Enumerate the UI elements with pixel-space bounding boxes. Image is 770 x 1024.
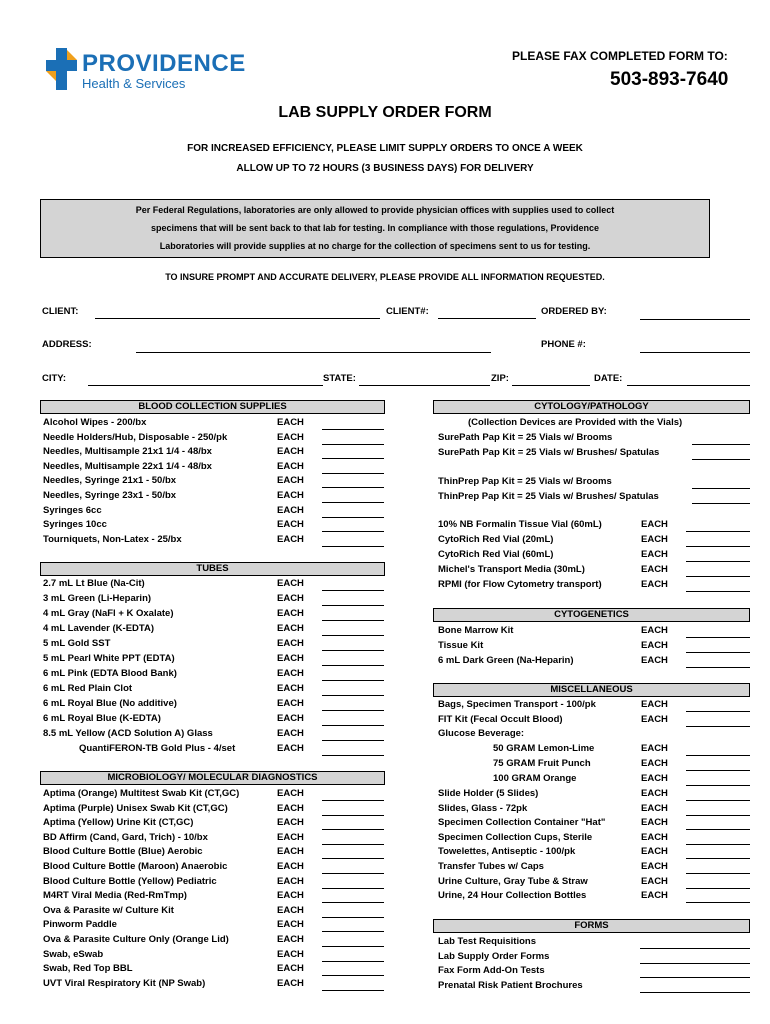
quantity-field[interactable] xyxy=(686,591,750,592)
quantity-field[interactable] xyxy=(322,917,384,918)
cytology-item: 10% NB Formalin Tissue Vial (60mL) xyxy=(438,519,602,530)
micro-item: Blood Culture Bottle (Yellow) Pediatric xyxy=(43,875,217,887)
date-field[interactable] xyxy=(627,385,750,386)
quantity-field[interactable] xyxy=(322,458,384,459)
each-label: EACH xyxy=(277,668,304,679)
quantity-field[interactable] xyxy=(322,873,384,874)
cytogenetics-item: Bone Marrow Kit xyxy=(438,625,514,636)
each-label: EACH xyxy=(277,698,304,709)
quantity-field[interactable] xyxy=(322,546,384,547)
each-label: EACH xyxy=(277,948,304,960)
fax-label: PLEASE FAX COMPLETED FORM TO: xyxy=(512,49,728,63)
each-label: EACH xyxy=(277,934,304,945)
each-label: EACH xyxy=(641,758,668,769)
quantity-field[interactable] xyxy=(322,517,384,518)
micro-item: Aptima (Purple) Unisex Swab Kit (CT,GC) xyxy=(43,802,228,814)
each-label: EACH xyxy=(641,773,668,784)
quantity-field[interactable] xyxy=(322,531,384,532)
regulation-line-1: Per Federal Regulations, laboratories are only allowed to provide physician offices with supplies used to collect xyxy=(135,205,615,215)
regulation-box xyxy=(40,199,710,258)
quantity-field[interactable] xyxy=(322,590,384,591)
quantity-field[interactable] xyxy=(640,948,750,949)
surepath-item: SurePath Pap Kit = 25 Vials w/ Brushes/ Spatulas xyxy=(438,447,660,458)
address-field[interactable] xyxy=(136,352,491,353)
each-label: EACH xyxy=(277,504,304,516)
each-label: EACH xyxy=(641,699,668,710)
quantity-field[interactable] xyxy=(322,473,384,474)
tube-item: 5 mL Pearl White PPT (EDTA) xyxy=(43,653,175,664)
quantity-field[interactable] xyxy=(686,770,750,771)
city-label: CITY: xyxy=(42,373,67,384)
address-label: ADDRESS: xyxy=(42,339,92,350)
micro-item: BD Affirm (Cand, Gard, Trich) - 10/bx xyxy=(43,831,208,843)
glucose-item: 100 GRAM Orange xyxy=(493,773,577,784)
each-label: EACH xyxy=(277,446,304,458)
quantity-field[interactable] xyxy=(686,652,750,653)
glucose-label: Glucose Beverage: xyxy=(438,728,525,739)
quantity-field[interactable] xyxy=(686,902,750,903)
each-label: EACH xyxy=(641,655,668,666)
quantity-field[interactable] xyxy=(322,829,384,830)
blood-supply-item: Alcohol Wipes - 200/bx xyxy=(43,417,147,428)
quantity-field[interactable] xyxy=(322,665,384,666)
quantity-field[interactable] xyxy=(322,444,384,445)
each-label: EACH xyxy=(641,875,668,887)
each-label: EACH xyxy=(277,713,304,724)
glucose-item: 75 GRAM Fruit Punch xyxy=(493,758,591,769)
each-label: EACH xyxy=(641,788,668,799)
micro-header: MICROBIOLOGY/ MOLECULAR DIAGNOSTICS xyxy=(40,771,385,785)
tube-item: 6 mL Royal Blue (K-EDTA) xyxy=(43,713,161,724)
each-label: EACH xyxy=(641,640,668,651)
thinprep-item: ThinPrep Pap Kit = 25 Vials w/ Brushes/ Spatulas xyxy=(438,491,659,502)
client-number-field[interactable] xyxy=(438,318,536,319)
tube-item: QuantiFERON-TB Gold Plus - 4/set xyxy=(79,743,236,754)
zip-field[interactable] xyxy=(512,385,590,386)
micro-item: Swab, eSwab xyxy=(43,948,104,960)
tube-item: 5 mL Gold SST xyxy=(43,638,111,649)
quantity-field[interactable] xyxy=(686,815,750,816)
tube-item: 6 mL Red Plain Clot xyxy=(43,683,133,694)
each-label: EACH xyxy=(641,831,668,843)
each-label: EACH xyxy=(277,875,304,887)
tube-item: 6 mL Royal Blue (No additive) xyxy=(43,698,177,709)
quantity-field[interactable] xyxy=(322,620,384,621)
quantity-field[interactable] xyxy=(322,946,384,947)
each-label: EACH xyxy=(641,519,668,530)
blood-supply-item: Syringes 10cc xyxy=(43,519,107,531)
quantity-field[interactable] xyxy=(640,977,750,978)
quantity-field[interactable] xyxy=(322,710,384,711)
tube-item: 2.7 mL Lt Blue (Na-Cit) xyxy=(43,578,145,589)
quantity-field[interactable] xyxy=(686,546,750,547)
cytology-note: (Collection Devices are Provided with the Vials) xyxy=(468,417,683,428)
each-label: EACH xyxy=(641,861,668,872)
each-label: EACH xyxy=(277,460,304,472)
quantity-field[interactable] xyxy=(686,800,750,801)
quantity-field[interactable] xyxy=(686,637,750,638)
tube-item: 6 mL Pink (EDTA Blood Bank) xyxy=(43,668,177,679)
each-label: EACH xyxy=(277,802,304,814)
each-label: EACH xyxy=(277,963,304,975)
quantity-field[interactable] xyxy=(322,858,384,859)
quantity-field[interactable] xyxy=(322,815,384,816)
each-label: EACH xyxy=(277,728,304,739)
quantity-field[interactable] xyxy=(686,531,750,532)
quantity-field[interactable] xyxy=(322,961,384,962)
ordered-by-label: ORDERED BY: xyxy=(541,306,607,317)
quantity-field[interactable] xyxy=(686,873,750,874)
each-label: EACH xyxy=(277,653,304,664)
misc-item: Urine, 24 Hour Collection Bottles xyxy=(438,890,587,902)
each-label: EACH xyxy=(277,831,304,843)
zip-label: ZIP: xyxy=(491,373,509,384)
regulation-line-3: Laboratories will provide supplies at no charge for the collection of specimens sent to us for testing. xyxy=(159,241,591,251)
form-item: Lab Test Requisitions xyxy=(438,936,537,947)
notice-frequency: FOR INCREASED EFFICIENCY, PLEASE LIMIT SUPPLY ORDERS TO ONCE A WEEK xyxy=(187,143,583,154)
misc-item: Slide Holder (5 Slides) xyxy=(438,788,539,799)
each-label: EACH xyxy=(277,578,304,589)
micro-item: Pinworm Paddle xyxy=(43,919,117,931)
quantity-field[interactable] xyxy=(686,726,750,727)
micro-item: Aptima (Orange) Multitest Swab Kit (CT,GC) xyxy=(43,788,240,799)
quantity-field[interactable] xyxy=(686,785,750,786)
each-label: EACH xyxy=(641,802,668,814)
tubes-header: TUBES xyxy=(40,562,385,576)
misc-item: Urine Culture, Gray Tube & Straw xyxy=(438,875,588,887)
each-label: EACH xyxy=(277,788,304,799)
misc-item: FIT Kit (Fecal Occult Blood) xyxy=(438,714,563,725)
each-label: EACH xyxy=(277,593,304,604)
cytogenetics-item: 6 mL Dark Green (Na-Heparin) xyxy=(438,655,574,666)
quantity-field[interactable] xyxy=(686,829,750,830)
quantity-field[interactable] xyxy=(322,844,384,845)
providence-logo xyxy=(44,46,244,94)
quantity-field[interactable] xyxy=(692,503,750,504)
quantity-field[interactable] xyxy=(686,888,750,889)
quantity-field[interactable] xyxy=(322,975,384,976)
quantity-field[interactable] xyxy=(322,755,384,756)
each-label: EACH xyxy=(277,817,304,829)
quantity-field[interactable] xyxy=(640,963,750,964)
cytology-item: Michel's Transport Media (30mL) xyxy=(438,564,585,575)
each-label: EACH xyxy=(641,714,668,725)
quantity-field[interactable] xyxy=(322,740,384,741)
each-label: EACH xyxy=(641,549,668,560)
quantity-field[interactable] xyxy=(322,605,384,606)
each-label: EACH xyxy=(277,743,304,754)
micro-item: Aptima (Yellow) Urine Kit (CT,GC) xyxy=(43,817,194,829)
thinprep-item: ThinPrep Pap Kit = 25 Vials w/ Brooms xyxy=(438,476,612,487)
quantity-field[interactable] xyxy=(686,844,750,845)
micro-item: Blood Culture Bottle (Maroon) Anaerobic xyxy=(43,861,228,872)
micro-item: Ova & Parasite w/ Culture Kit xyxy=(43,904,174,916)
micro-item: M4RT Viral Media (Red-RmTmp) xyxy=(43,890,187,902)
each-label: EACH xyxy=(641,890,668,902)
each-label: EACH xyxy=(641,534,668,545)
each-label: EACH xyxy=(277,519,304,531)
regulation-line-2: specimens that will be sent back to that lab for testing. In compliance with those regulations, Providence xyxy=(150,223,600,233)
misc-item: Bags, Specimen Transport - 100/pk xyxy=(438,699,596,710)
surepath-item: SurePath Pap Kit = 25 Vials w/ Brooms xyxy=(438,432,613,443)
micro-item: Swab, Red Top BBL xyxy=(43,963,133,975)
cytology-item: CytoRich Red Vial (60mL) xyxy=(438,549,554,560)
logo-subtitle: Health & Services xyxy=(82,76,186,91)
quantity-field[interactable] xyxy=(322,725,384,726)
quantity-field[interactable] xyxy=(692,444,750,445)
quantity-field[interactable] xyxy=(322,888,384,889)
tube-item: 4 mL Gray (NaFl + K Oxalate) xyxy=(43,608,174,619)
ordered-by-field[interactable] xyxy=(640,319,750,320)
quantity-field[interactable] xyxy=(322,695,384,696)
phone-label: PHONE #: xyxy=(541,339,586,350)
blood-collection-header: BLOOD COLLECTION SUPPLIES xyxy=(40,400,385,414)
each-label: EACH xyxy=(277,890,304,902)
cytogenetics-header: CYTOGENETICS xyxy=(433,608,750,622)
misc-item: Towelettes, Antiseptic - 100/pk xyxy=(438,846,576,858)
quantity-field[interactable] xyxy=(322,931,384,932)
client-field[interactable] xyxy=(95,318,380,319)
cytology-header: CYTOLOGY/PATHOLOGY xyxy=(433,400,750,414)
quantity-field[interactable] xyxy=(322,680,384,681)
each-label: EACH xyxy=(277,490,304,501)
each-label: EACH xyxy=(277,861,304,872)
quantity-field[interactable] xyxy=(686,667,750,668)
quantity-field[interactable] xyxy=(686,755,750,756)
blood-supply-item: Needles, Syringe 23x1 - 50/bx xyxy=(43,490,177,501)
blood-supply-item: Needles, Syringe 21x1 - 50/bx xyxy=(43,475,177,487)
state-field[interactable] xyxy=(359,385,490,386)
each-label: EACH xyxy=(277,904,304,916)
misc-item: Slides, Glass - 72pk xyxy=(438,802,528,814)
form-item: Prenatal Risk Patient Brochures xyxy=(438,979,583,991)
each-label: EACH xyxy=(277,683,304,694)
quantity-field[interactable] xyxy=(686,711,750,712)
misc-item: Specimen Collection Container "Hat" xyxy=(438,817,606,829)
misc-item: Transfer Tubes w/ Caps xyxy=(438,861,544,872)
quantity-field[interactable] xyxy=(322,902,384,903)
quantity-field[interactable] xyxy=(322,650,384,651)
form-item: Lab Supply Order Forms xyxy=(438,950,550,962)
micro-item: Ova & Parasite Culture Only (Orange Lid) xyxy=(43,934,229,945)
misc-item: Specimen Collection Cups, Sterile xyxy=(438,831,593,843)
client-label: CLIENT: xyxy=(42,306,79,317)
quantity-field[interactable] xyxy=(640,992,750,993)
glucose-item: 50 GRAM Lemon-Lime xyxy=(493,743,595,754)
date-label: DATE: xyxy=(594,373,623,384)
cytology-item: CytoRich Red Vial (20mL) xyxy=(438,534,554,545)
quantity-field[interactable] xyxy=(322,502,384,503)
quantity-field[interactable] xyxy=(686,576,750,577)
blood-supply-item: Needles, Multisample 22x1 1/4 - 48/bx xyxy=(43,460,212,472)
each-label: EACH xyxy=(277,533,304,545)
each-label: EACH xyxy=(277,919,304,931)
cytology-item: RPMI (for Flow Cytometry transport) xyxy=(438,579,602,590)
cross-logo-icon xyxy=(44,46,78,92)
quantity-field[interactable] xyxy=(322,429,384,430)
each-label: EACH xyxy=(277,431,304,443)
fax-number: 503-893-7640 xyxy=(610,69,729,90)
logo-name: PROVIDENCE xyxy=(82,50,246,77)
quantity-field[interactable] xyxy=(686,561,750,562)
misc-header: MISCELLANEOUS xyxy=(433,683,750,697)
blood-supply-item: Tourniquets, Non-Latex - 25/bx xyxy=(43,533,182,545)
tube-item: 4 mL Lavender (K-EDTA) xyxy=(43,623,155,634)
insure-notice: TO INSURE PROMPT AND ACCURATE DELIVERY, PLEASE PROVIDE ALL INFORMATION REQUESTED. xyxy=(165,272,605,282)
cytogenetics-item: Tissue Kit xyxy=(438,640,484,651)
notice-delivery: ALLOW UP TO 72 HOURS (3 BUSINESS DAYS) FOR DELIVERY xyxy=(236,163,534,174)
each-label: EACH xyxy=(277,475,304,487)
each-label: EACH xyxy=(641,625,668,636)
each-label: EACH xyxy=(277,977,304,989)
micro-item: Blood Culture Bottle (Blue) Aerobic xyxy=(43,846,203,858)
quantity-field[interactable] xyxy=(322,635,384,636)
each-label: EACH xyxy=(641,564,668,575)
each-label: EACH xyxy=(641,846,668,858)
tube-item: 8.5 mL Yellow (ACD Solution A) Glass xyxy=(43,728,213,739)
quantity-field[interactable] xyxy=(692,488,750,489)
quantity-field[interactable] xyxy=(322,800,384,801)
each-label: EACH xyxy=(277,417,304,428)
each-label: EACH xyxy=(277,623,304,634)
tube-item: 3 mL Green (Li-Heparin) xyxy=(43,593,152,604)
blood-supply-item: Needles, Multisample 21x1 1/4 - 48/bx xyxy=(43,446,212,458)
quantity-field[interactable] xyxy=(692,459,750,460)
quantity-field[interactable] xyxy=(686,858,750,859)
each-label: EACH xyxy=(641,817,668,829)
quantity-field[interactable] xyxy=(322,990,384,991)
form-item: Fax Form Add-On Tests xyxy=(438,965,545,977)
micro-item: UVT Viral Respiratory Kit (NP Swab) xyxy=(43,977,206,989)
each-label: EACH xyxy=(277,846,304,858)
blood-supply-item: Syringes 6cc xyxy=(43,504,102,516)
blood-supply-item: Needle Holders/Hub, Disposable - 250/pk xyxy=(43,431,228,443)
client-number-label: CLIENT#: xyxy=(386,306,429,317)
each-label: EACH xyxy=(277,638,304,649)
quantity-field[interactable] xyxy=(322,487,384,488)
state-label: STATE: xyxy=(323,373,356,384)
phone-field[interactable] xyxy=(640,352,750,353)
each-label: EACH xyxy=(641,743,668,754)
each-label: EACH xyxy=(641,579,668,590)
forms-header: FORMS xyxy=(433,919,750,933)
each-label: EACH xyxy=(277,608,304,619)
city-field[interactable] xyxy=(88,385,323,386)
page-title: LAB SUPPLY ORDER FORM xyxy=(278,104,492,121)
